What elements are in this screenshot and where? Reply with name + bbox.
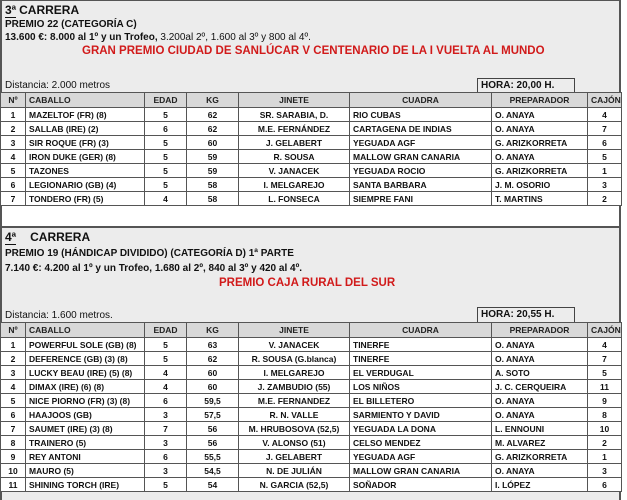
stable: YEGUADA LA DONA	[350, 422, 492, 436]
race-3-hora: HORA: 20,00 H.	[477, 78, 575, 92]
stall: 5	[588, 150, 622, 164]
stall: 7	[588, 122, 622, 136]
col-header-cuadra: CUADRA	[350, 323, 492, 338]
horse-age: 4	[145, 192, 187, 206]
race-4-distance: Distancia: 1.600 metros.	[5, 310, 113, 321]
col-header-n: Nº	[1, 323, 26, 338]
trainer: M. ALVAREZ	[492, 436, 588, 450]
table-row	[1, 164, 622, 178]
jockey: L. FONSECA	[239, 192, 350, 206]
stable: MALLOW GRAN CANARIA	[350, 464, 492, 478]
horse-weight: 60	[187, 136, 239, 150]
entry-number: 5	[1, 164, 26, 178]
race-4-title	[2, 228, 619, 245]
trainer: A. SOTO	[492, 366, 588, 380]
table-row	[1, 352, 622, 366]
entry-number: 11	[1, 478, 26, 492]
stable: YEGUADA ROCIO	[350, 164, 492, 178]
race-4-entries	[1, 338, 622, 492]
trainer: G. ARIZKORRETA	[492, 450, 588, 464]
jockey: N. GARCIA (52,5)	[239, 478, 350, 492]
race-4-prize: 7.140 €: 4.200 al 1º y un Trofeo, 1.680 al 2º, 840 al 3º y 420 al 4º.	[5, 263, 303, 274]
trainer: O. ANAYA	[492, 394, 588, 408]
table-row	[1, 450, 622, 464]
trainer: I. LÓPEZ	[492, 478, 588, 492]
horse-age: 3	[145, 436, 187, 450]
entry-number: 1	[1, 108, 26, 122]
table-header-row	[1, 93, 622, 108]
jockey: J. GELABERT	[239, 136, 350, 150]
trainer: T. MARTINS	[492, 192, 588, 206]
horse-age: 7	[145, 422, 187, 436]
entry-number: 4	[1, 380, 26, 394]
horse-age: 4	[145, 366, 187, 380]
race-3-distance: Distancia: 2.000 metros	[5, 80, 111, 91]
col-header-cajon: CAJÓN	[588, 323, 622, 338]
table-row	[1, 394, 622, 408]
table-row	[1, 108, 622, 122]
stall: 2	[588, 436, 622, 450]
stall: 7	[588, 352, 622, 366]
col-header-caballo: CABALLO	[26, 323, 145, 338]
table-row	[1, 464, 622, 478]
horse-name: IRON DUKE (GER) (8)	[26, 150, 145, 164]
entry-number: 2	[1, 122, 26, 136]
race-label: CARRERA	[19, 3, 80, 17]
stall: 1	[588, 164, 622, 178]
entry-number: 1	[1, 338, 26, 352]
stall: 1	[588, 450, 622, 464]
horse-weight: 57,5	[187, 408, 239, 422]
jockey: V. ALONSO (51)	[239, 436, 350, 450]
horse-weight: 62	[187, 352, 239, 366]
race-4-sponsor: PREMIO CAJA RURAL DEL SUR	[219, 277, 396, 289]
table-row	[1, 478, 622, 492]
entry-number: 4	[1, 150, 26, 164]
entry-number: 7	[1, 422, 26, 436]
stable: LOS NIÑOS	[350, 380, 492, 394]
trainer: O. ANAYA	[492, 352, 588, 366]
horse-weight: 59,5	[187, 394, 239, 408]
col-header-preparador: PREPARADOR	[492, 93, 588, 108]
table-row	[1, 136, 622, 150]
trainer: J. M. OSORIO	[492, 178, 588, 192]
race-3-title	[2, 1, 619, 18]
entry-number: 10	[1, 464, 26, 478]
spacer-row	[2, 206, 619, 227]
stable: TINERFE	[350, 338, 492, 352]
horse-name: NICE PIORNO (FR) (3) (8)	[26, 394, 145, 408]
stall: 11	[588, 380, 622, 394]
col-header-caballo: CABALLO	[26, 93, 145, 108]
jockey: V. JANACEK	[239, 164, 350, 178]
horse-age: 6	[145, 394, 187, 408]
horse-name: LEGIONARIO (GB) (4)	[26, 178, 145, 192]
horse-name: TAZONES	[26, 164, 145, 178]
stable: SIEMPRE FANI	[350, 192, 492, 206]
stall: 2	[588, 192, 622, 206]
entry-number: 2	[1, 352, 26, 366]
jockey: J. ZAMBUDIO (55)	[239, 380, 350, 394]
horse-name: TRAINERO (5)	[26, 436, 145, 450]
trainer: O. ANAYA	[492, 408, 588, 422]
col-header-kg: KG	[187, 93, 239, 108]
stall: 4	[588, 338, 622, 352]
horse-weight: 55,5	[187, 450, 239, 464]
jockey: R. N. VALLE	[239, 408, 350, 422]
race-3-section	[2, 1, 619, 227]
horse-age: 3	[145, 464, 187, 478]
horse-age: 6	[145, 122, 187, 136]
horse-age: 4	[145, 380, 187, 394]
horse-age: 5	[145, 178, 187, 192]
col-header-preparador: PREPARADOR	[492, 323, 588, 338]
stable: YEGUADA AGF	[350, 450, 492, 464]
jockey: I. MELGAREJO	[239, 366, 350, 380]
race-3-entries	[1, 108, 622, 206]
stall: 6	[588, 478, 622, 492]
horse-name: SAUMET (IRE) (3) (8)	[26, 422, 145, 436]
table-row	[1, 178, 622, 192]
race-number: 4ª	[5, 230, 17, 244]
table-row	[1, 150, 622, 164]
jockey: J. GELABERT	[239, 450, 350, 464]
horse-age: 5	[145, 352, 187, 366]
stall: 10	[588, 422, 622, 436]
stable: EL BILLETERO	[350, 394, 492, 408]
entry-number: 7	[1, 192, 26, 206]
stable: SOÑADOR	[350, 478, 492, 492]
table-row	[1, 408, 622, 422]
table-row	[1, 122, 622, 136]
horse-name: SIR ROQUE (FR) (3)	[26, 136, 145, 150]
entry-number: 8	[1, 436, 26, 450]
horse-name: DEFERENCE (GB) (3) (8)	[26, 352, 145, 366]
horse-weight: 56	[187, 422, 239, 436]
horse-age: 5	[145, 478, 187, 492]
trainer: O. ANAYA	[492, 150, 588, 164]
horse-name: DIMAX (IRE) (6) (8)	[26, 380, 145, 394]
col-header-jinete: JINETE	[239, 323, 350, 338]
horse-name: LUCKY BEAU (IRE) (5) (8)	[26, 366, 145, 380]
stall: 3	[588, 464, 622, 478]
table-header-row	[1, 323, 622, 338]
stall: 3	[588, 178, 622, 192]
jockey: V. JANACEK	[239, 338, 350, 352]
stable: MALLOW GRAN CANARIA	[350, 150, 492, 164]
horse-weight: 59	[187, 150, 239, 164]
trainer: O. ANAYA	[492, 338, 588, 352]
stall: 4	[588, 108, 622, 122]
race-4-hora: HORA: 20,55 H.	[477, 307, 575, 322]
stable: TINERFE	[350, 352, 492, 366]
horse-name: MAZELTOF (FR) (8)	[26, 108, 145, 122]
jockey: M.E. FERNÁNDEZ	[239, 122, 350, 136]
horse-weight: 63	[187, 338, 239, 352]
table-row	[1, 366, 622, 380]
race-3-premio: PREMIO 22 (CATEGORÍA C)	[5, 19, 137, 30]
table-row	[1, 338, 622, 352]
horse-name: TONDERO (FR) (5)	[26, 192, 145, 206]
horse-name: POWERFUL SOLE (GB) (8)	[26, 338, 145, 352]
race-4-premio: PREMIO 19 (HÁNDICAP DIVIDIDO) (CATEGORÍA D) 1ª PARTE	[5, 248, 294, 259]
horse-age: 5	[145, 164, 187, 178]
stall: 5	[588, 366, 622, 380]
col-header-edad: EDAD	[145, 93, 187, 108]
entry-number: 6	[1, 408, 26, 422]
col-header-edad: EDAD	[145, 323, 187, 338]
horse-weight: 62	[187, 122, 239, 136]
stable: EL VERDUGAL	[350, 366, 492, 380]
horse-age: 3	[145, 408, 187, 422]
stable: YEGUADA AGF	[350, 136, 492, 150]
trainer: G. ARIZKORRETA	[492, 136, 588, 150]
horse-age: 5	[145, 136, 187, 150]
stall: 8	[588, 408, 622, 422]
stall: 9	[588, 394, 622, 408]
col-header-kg: KG	[187, 323, 239, 338]
table-row	[1, 422, 622, 436]
horse-weight: 56	[187, 436, 239, 450]
race-3-prize	[2, 31, 619, 44]
jockey: M.E. FERNANDEZ	[239, 394, 350, 408]
col-header-cuadra: CUADRA	[350, 93, 492, 108]
horse-weight: 62	[187, 108, 239, 122]
race-number: 3ª	[5, 3, 17, 17]
horse-age: 6	[145, 450, 187, 464]
horse-weight: 59	[187, 164, 239, 178]
stable: CELSO MENDEZ	[350, 436, 492, 450]
race-4-section	[2, 227, 619, 492]
horse-weight: 60	[187, 380, 239, 394]
jockey: SR. SARABIA, D.	[239, 108, 350, 122]
trainer: O. ANAYA	[492, 108, 588, 122]
jockey: N. DE JULIÁN	[239, 464, 350, 478]
race-3-sponsor: GRAN PREMIO CIUDAD DE SANLÚCAR V CENTENARIO DE LA I VUELTA AL MUNDO	[82, 45, 545, 57]
horse-weight: 58	[187, 178, 239, 192]
entry-number: 3	[1, 366, 26, 380]
jockey: I. MELGAREJO	[239, 178, 350, 192]
horse-age: 5	[145, 108, 187, 122]
trainer: L. ENNOUNI	[492, 422, 588, 436]
horse-name: SALLAB (IRE) (2)	[26, 122, 145, 136]
entry-number: 9	[1, 450, 26, 464]
race-4-table	[0, 322, 622, 492]
trainer: O. ANAYA	[492, 122, 588, 136]
trainer: J. C. CERQUEIRA	[492, 380, 588, 394]
jockey: R. SOUSA (G.blanca)	[239, 352, 350, 366]
trainer: G. ARIZKORRETA	[492, 164, 588, 178]
stable: SANTA BARBARA	[350, 178, 492, 192]
horse-age: 5	[145, 338, 187, 352]
horse-weight: 58	[187, 192, 239, 206]
col-header-jinete: JINETE	[239, 93, 350, 108]
entry-number: 5	[1, 394, 26, 408]
horse-weight: 54	[187, 478, 239, 492]
table-row	[1, 436, 622, 450]
stable: CARTAGENA DE INDIAS	[350, 122, 492, 136]
race-3-table	[0, 92, 622, 206]
col-header-cajon: CAJÓN	[588, 93, 622, 108]
prize-rest: 3.200al 2º, 1.600 al 3º y 800 al 4º.	[157, 32, 311, 43]
horse-name: REY ANTONI	[26, 450, 145, 464]
stable: SARMIENTO Y DAVID	[350, 408, 492, 422]
table-row	[1, 192, 622, 206]
table-row	[1, 380, 622, 394]
race-label: CARRERA	[30, 230, 91, 244]
horse-weight: 54,5	[187, 464, 239, 478]
trainer: O. ANAYA	[492, 464, 588, 478]
entry-number: 3	[1, 136, 26, 150]
horse-name: MAURO (5)	[26, 464, 145, 478]
entry-number: 6	[1, 178, 26, 192]
jockey: M. HRUBOSOVA (52,5)	[239, 422, 350, 436]
jockey: R. SOUSA	[239, 150, 350, 164]
horse-name: HAAJOOS (GB)	[26, 408, 145, 422]
col-header-n: Nº	[1, 93, 26, 108]
horse-weight: 60	[187, 366, 239, 380]
horse-age: 5	[145, 150, 187, 164]
stall: 6	[588, 136, 622, 150]
horse-name: SHINING TORCH (IRE)	[26, 478, 145, 492]
stable: RIO CUBAS	[350, 108, 492, 122]
prize-main: 13.600 €: 8.000 al 1º y un Trofeo,	[5, 32, 158, 43]
